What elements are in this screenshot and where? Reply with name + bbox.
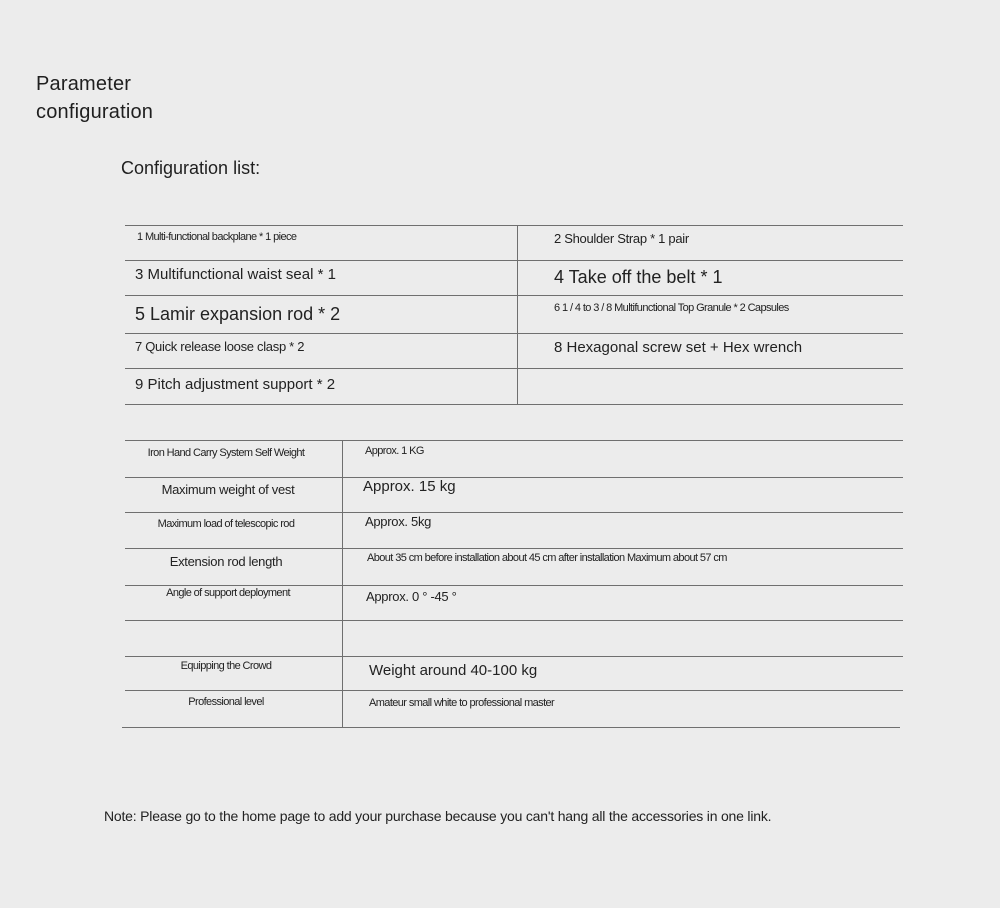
- config-table-rule: [125, 368, 903, 369]
- page-title-line-2: configuration: [36, 101, 154, 123]
- config-table-rule: [125, 260, 903, 261]
- config-table-rule: [125, 404, 903, 405]
- spec-table-rule: [125, 585, 903, 586]
- spec-value-professional-level: Amateur small white to professional master: [369, 697, 555, 709]
- config-item-1: 1 Multi-functional backplane * 1 piece: [137, 231, 297, 243]
- config-item-3: 3 Multifunctional waist seal * 1: [135, 266, 336, 283]
- spec-value-max-vest-weight: Approx. 15 kg: [363, 478, 456, 495]
- spec-label-rod-length: Extension rod length: [169, 554, 283, 569]
- config-item-4: 4 Take off the belt * 1: [554, 267, 723, 287]
- spec-value-self-weight: Approx. 1 KG: [365, 445, 424, 457]
- config-item-9: 9 Pitch adjustment support * 2: [135, 376, 336, 393]
- spec-label-professional-level: Professional level: [188, 696, 264, 708]
- page-title: [36, 70, 153, 126]
- page-title-line-1: Parameter: [36, 73, 132, 95]
- spec-table-rule: [125, 477, 903, 478]
- spec-value-rod-length: About 35 cm before installation about 45 cm after installation Maximum about 57 cm: [367, 552, 727, 564]
- config-item-7: 7 Quick release loose clasp * 2: [135, 339, 305, 354]
- spec-table-rule: [125, 690, 903, 691]
- spec-label-max-rod-load: Maximum load of telescopic rod: [157, 518, 295, 530]
- spec-table-rule: [125, 620, 903, 621]
- config-item-2: 2 Shoulder Strap * 1 pair: [554, 231, 689, 246]
- spec-value-support-angle: Approx. 0 ° -45 °: [366, 589, 457, 604]
- spec-label-support-angle: Angle of support deployment: [166, 587, 290, 599]
- config-table-rule: [125, 225, 903, 226]
- config-item-8: 8 Hexagonal screw set + Hex wrench: [554, 339, 803, 356]
- spec-table-rule: [122, 727, 900, 728]
- config-item-6: 6 1 / 4 to 3 / 8 Multifunctional Top Granule * 2 Capsules: [554, 302, 789, 314]
- spec-label-crowd: Equipping the Crowd: [180, 660, 272, 672]
- spec-table-rule: [125, 440, 903, 441]
- spec-table-rule: [125, 512, 903, 513]
- spec-label-self-weight: Iron Hand Carry System Self Weight: [147, 447, 305, 459]
- purchase-note: Note: Please go to the home page to add your purchase because you can't hang all the accessories in one link.: [104, 808, 772, 824]
- config-table-rule: [125, 295, 903, 296]
- config-table-divider: [517, 226, 518, 404]
- spec-label-max-vest-weight: Maximum weight of vest: [161, 482, 295, 497]
- config-item-5: 5 Lamir expansion rod * 2: [135, 304, 341, 324]
- configuration-list-heading: Configuration list:: [121, 158, 261, 178]
- config-table-rule: [125, 333, 903, 334]
- spec-value-crowd: Weight around 40-100 kg: [369, 662, 538, 679]
- spec-table-rule: [125, 656, 903, 657]
- spec-value-max-rod-load: Approx. 5kg: [365, 514, 432, 529]
- spec-table-rule: [125, 548, 903, 549]
- spec-table-divider: [342, 441, 343, 727]
